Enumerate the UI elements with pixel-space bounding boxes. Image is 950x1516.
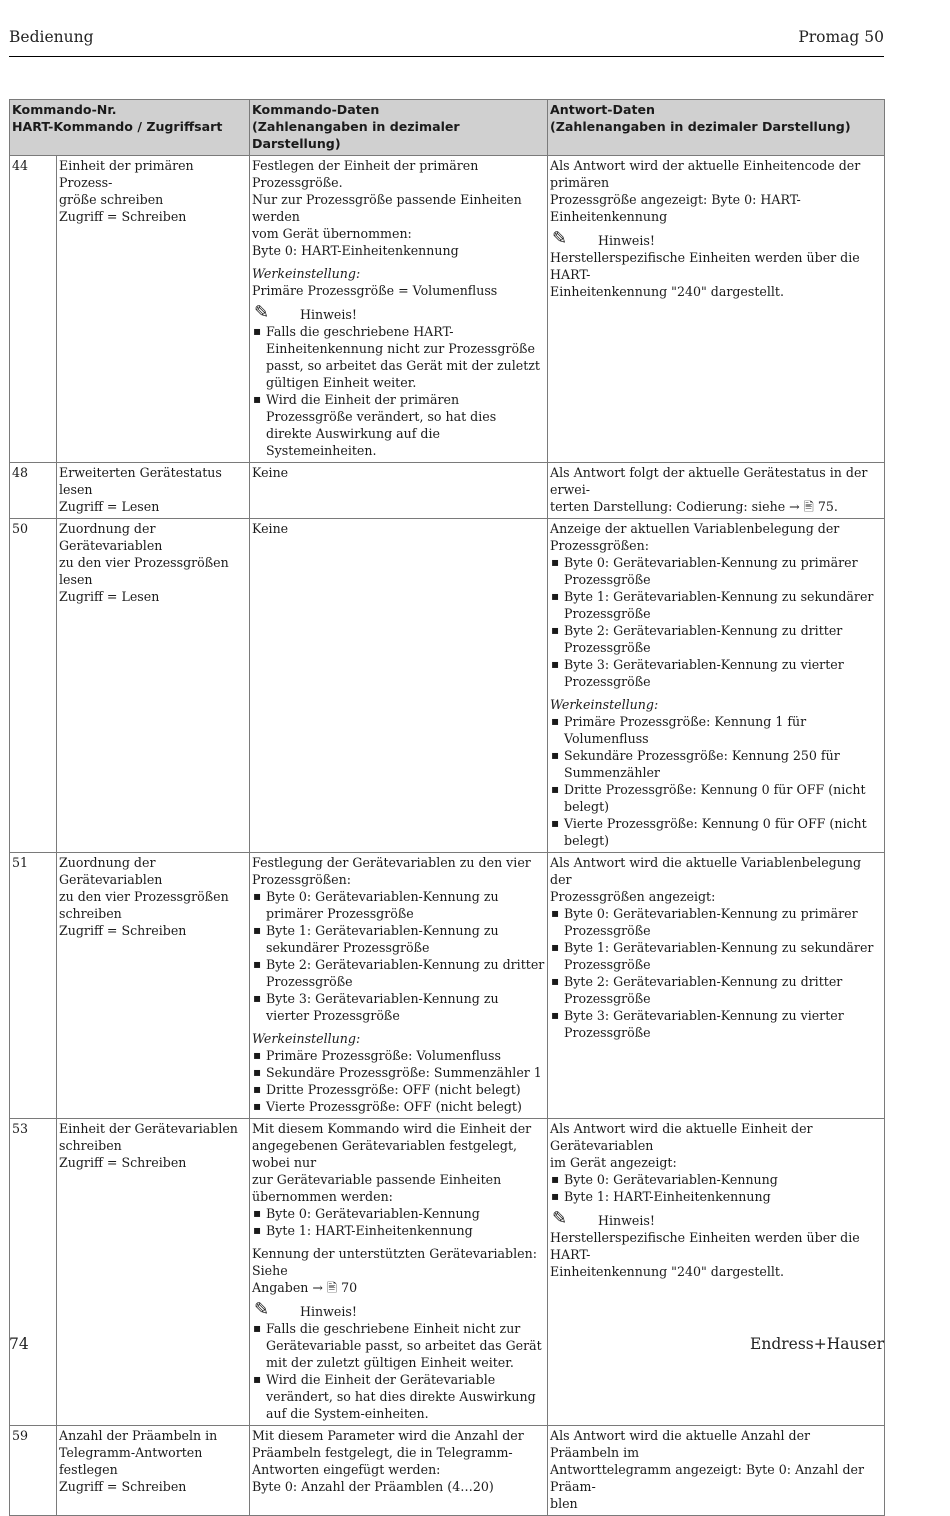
data-text: Präambeln festgelegt, die in Telegramm- <box>252 1445 513 1460</box>
data-text: Prozessgrößen: <box>252 872 351 887</box>
command-description <box>57 519 250 853</box>
list-item: ▪ Falls die geschriebene HART-Einheitenkennung nicht zur Prozessgröße passt, so arbeitet das Gerät mit der zuletzt gültigen Einheit weiter. <box>252 323 545 391</box>
list-item: ▪ Byte 1: Gerätevariablen-Kennung zu sekundärer Prozessgröße <box>550 588 882 622</box>
list-item: ▪ Vierte Prozessgröße: OFF (nicht belegt) <box>252 1098 545 1115</box>
command-text: Einheit der primären Prozess- <box>59 158 194 190</box>
data-text: Mit diesem Parameter wird die Anzahl der <box>252 1428 524 1443</box>
command-text: festlegen <box>59 1462 118 1477</box>
note-label: Hinweis! <box>598 233 655 248</box>
answer-data <box>548 1426 885 1516</box>
list-item: ▪ Byte 0: Gerätevariablen-Kennung zu primärer Prozessgröße <box>550 554 882 588</box>
data-text: Byte 0: HART-Einheitenkennung <box>252 243 459 258</box>
byte-list <box>550 554 882 690</box>
column-header-text: Kommando-Daten <box>252 102 380 117</box>
answer-data <box>548 463 885 519</box>
table-row <box>10 156 885 463</box>
answer-text: Als Antwort wird die aktuelle Variablenbelegung der <box>550 855 862 887</box>
note-label: Hinweis! <box>598 1213 655 1228</box>
command-description <box>57 1426 250 1516</box>
column-header-text: (Zahlenangaben in dezimaler Darstellung) <box>252 119 460 151</box>
note-block <box>252 302 545 323</box>
list-item: ▪ Dritte Prozessgröße: OFF (nicht belegt) <box>252 1081 545 1098</box>
note-block <box>550 1208 882 1229</box>
command-text: Einheit der Gerätevariablen <box>59 1121 238 1136</box>
column-header-command <box>10 100 250 156</box>
data-text: Mit diesem Kommando wird die Einheit der <box>252 1121 532 1136</box>
answer-text: Als Antwort folgt der aktuelle Gerätestatus in der erwei- <box>550 465 868 497</box>
command-text: Zuordnung der Gerätevariablen <box>59 855 163 887</box>
list-item: ▪ Primäre Prozessgröße: Volumenfluss <box>252 1047 545 1064</box>
data-text: vom Gerät übernommen: <box>252 226 412 241</box>
list-item: ▪ Vierte Prozessgröße: Kennung 0 für OFF (nicht belegt) <box>550 815 882 849</box>
table-row <box>10 519 885 853</box>
command-text: Zuordnung der Gerätevariablen <box>59 521 163 553</box>
pencil-note-icon: ✎ <box>254 1299 270 1320</box>
command-description <box>57 853 250 1119</box>
page-number: 74 <box>9 1335 29 1353</box>
command-data <box>250 1119 548 1426</box>
byte-list <box>252 1205 545 1239</box>
answer-text: Antworttelegramm angezeigt: Byte 0: Anzahl der Präam- <box>550 1462 864 1494</box>
data-text: Antworten eingefügt werden: <box>252 1462 441 1477</box>
list-item: ▪ Byte 1: HART-Einheitenkennung <box>550 1188 882 1205</box>
list-item: ▪ Byte 1: Gerätevariablen-Kennung zu sekundärer Prozessgröße <box>252 922 545 956</box>
page-reference-link[interactable]: Angaben → 🖹 70 <box>252 1280 358 1295</box>
table-row <box>10 1119 885 1426</box>
data-text: Nur zur Prozessgröße passende Einheiten werden <box>252 192 522 224</box>
answer-text: Als Antwort wird der aktuelle Einheitencode der primären <box>550 158 861 190</box>
column-header-text: Kommando-Nr. <box>12 102 117 117</box>
answer-text: Prozessgrößen: <box>550 538 649 553</box>
command-text: Anzahl der Präambeln in <box>59 1428 218 1443</box>
answer-data <box>548 1119 885 1426</box>
pencil-note-icon: ✎ <box>552 228 568 249</box>
data-text: übernommen werden: <box>252 1189 393 1204</box>
command-number: 50 <box>10 519 57 853</box>
data-text: Keine <box>252 465 289 480</box>
factory-setting-value: Primäre Prozessgröße = Volumenfluss <box>252 283 498 298</box>
command-text: schreiben <box>59 906 122 921</box>
factory-setting-label: Werkeinstellung: <box>550 697 659 712</box>
list-item: ▪ Byte 0: Gerätevariablen-Kennung zu primärer Prozessgröße <box>252 888 545 922</box>
byte-list <box>252 888 545 1024</box>
column-header-command-data <box>250 100 548 156</box>
header-product-name: Promag 50 <box>798 28 884 46</box>
command-access: Zugriff = Schreiben <box>59 1155 187 1170</box>
page-header <box>9 28 884 57</box>
header-section-title: Bedienung <box>9 28 94 46</box>
answer-data <box>548 853 885 1119</box>
command-text: größe schreiben <box>59 192 164 207</box>
table-header-row <box>10 100 885 156</box>
list-item: ▪ Byte 1: Gerätevariablen-Kennung zu sekundärer Prozessgröße <box>550 939 882 973</box>
answer-text: Prozessgrößen angezeigt: <box>550 889 716 904</box>
list-item: ▪ Byte 0: Gerätevariablen-Kennung <box>550 1171 882 1188</box>
answer-text: Einheitenkennung "240" dargestellt. <box>550 284 784 299</box>
table-row <box>10 463 885 519</box>
command-data <box>250 1426 548 1516</box>
data-text: Festlegen der Einheit der primären Prozessgröße. <box>252 158 479 190</box>
command-text: schreiben <box>59 1138 122 1153</box>
factory-setting-label: Werkeinstellung: <box>252 266 361 281</box>
column-header-text: HART-Kommando / Zugriffsart <box>12 119 223 134</box>
byte-list <box>550 1171 882 1205</box>
answer-text: Anzeige der aktuellen Variablenbelegung der <box>550 521 840 536</box>
list-item: ▪ Sekundäre Prozessgröße: Summenzähler 1 <box>252 1064 545 1081</box>
answer-text: Herstellerspezifische Einheiten werden über die HART- <box>550 1230 860 1262</box>
factory-setting-label: Werkeinstellung: <box>252 1031 361 1046</box>
page-reference-link[interactable]: terten Darstellung: Codierung: siehe → 🖹 75. <box>550 499 838 514</box>
command-access: Zugriff = Schreiben <box>59 1479 187 1494</box>
command-text: Telegramm-Antworten <box>59 1445 203 1460</box>
byte-list <box>550 905 882 1041</box>
command-access: Zugriff = Lesen <box>59 589 160 604</box>
list-item: ▪ Falls die geschriebene Einheit nicht zur Gerätevariable passt, so arbeitet das Gerät mit der zuletzt gültigen Einheit weiter. <box>252 1320 545 1371</box>
command-text: zu den vier Prozessgrößen lesen <box>59 555 229 587</box>
command-number: 48 <box>10 463 57 519</box>
list-item: ▪ Byte 0: Gerätevariablen-Kennung zu primärer Prozessgröße <box>550 905 882 939</box>
factory-setting-list <box>252 1047 545 1115</box>
note-block <box>252 1299 545 1320</box>
column-header-text: Antwort-Daten <box>550 102 655 117</box>
hart-command-table <box>9 99 885 1516</box>
command-text: Erweiterten Gerätestatus lesen <box>59 465 222 497</box>
list-item: ▪ Wird die Einheit der Gerätevariable verändert, so hat dies direkte Auswirkung auf die System-einheiten. <box>252 1371 545 1422</box>
command-data <box>250 156 548 463</box>
pencil-note-icon: ✎ <box>552 1208 568 1229</box>
data-text: zur Gerätevariable passende Einheiten <box>252 1172 502 1187</box>
note-list <box>252 1320 545 1422</box>
data-text: Kennung der unterstützten Gerätevariablen: Siehe <box>252 1246 537 1278</box>
list-item: ▪ Byte 0: Gerätevariablen-Kennung <box>252 1205 545 1222</box>
command-description <box>57 463 250 519</box>
list-item: ▪ Byte 3: Gerätevariablen-Kennung zu vierter Prozessgröße <box>550 656 882 690</box>
answer-text: Einheitenkennung "240" dargestellt. <box>550 1264 784 1279</box>
factory-setting-list <box>550 713 882 849</box>
column-header-text: (Zahlenangaben in dezimaler Darstellung) <box>550 119 851 134</box>
note-label: Hinweis! <box>300 1304 357 1319</box>
list-item: ▪ Primäre Prozessgröße: Kennung 1 für Volumenfluss <box>550 713 882 747</box>
command-number: 53 <box>10 1119 57 1426</box>
list-item: ▪ Wird die Einheit der primären Prozessgröße verändert, so hat dies direkte Auswirkung auf die Systemeinheiten. <box>252 391 545 459</box>
answer-text: im Gerät angezeigt: <box>550 1155 677 1170</box>
command-description <box>57 156 250 463</box>
table-row <box>10 1426 885 1516</box>
command-text: zu den vier Prozessgrößen <box>59 889 229 904</box>
data-text: Byte 0: Anzahl der Präamblen (4…20) <box>252 1479 494 1494</box>
command-data <box>250 519 548 853</box>
answer-text: Herstellerspezifische Einheiten werden über die HART- <box>550 250 860 282</box>
list-item: ▪ Byte 2: Gerätevariablen-Kennung zu dritter Prozessgröße <box>550 622 882 656</box>
list-item: ▪ Byte 2: Gerätevariablen-Kennung zu dritter Prozessgröße <box>252 956 545 990</box>
command-description <box>57 1119 250 1426</box>
list-item: ▪ Byte 3: Gerätevariablen-Kennung zu vierter Prozessgröße <box>252 990 545 1024</box>
command-data <box>250 853 548 1119</box>
command-access: Zugriff = Schreiben <box>59 209 187 224</box>
column-header-answer-data <box>548 100 885 156</box>
note-block <box>550 228 882 249</box>
list-item: ▪ Byte 1: HART-Einheitenkennung <box>252 1222 545 1239</box>
footer-brand: Endress+Hauser <box>750 1335 884 1353</box>
data-text: Festlegung der Gerätevariablen zu den vier <box>252 855 531 870</box>
list-item: ▪ Byte 2: Gerätevariablen-Kennung zu dritter Prozessgröße <box>550 973 882 1007</box>
command-number: 51 <box>10 853 57 1119</box>
command-data <box>250 463 548 519</box>
note-label: Hinweis! <box>300 307 357 322</box>
answer-data <box>548 519 885 853</box>
list-item: ▪ Dritte Prozessgröße: Kennung 0 für OFF (nicht belegt) <box>550 781 882 815</box>
data-text: angegebenen Gerätevariablen festgelegt, wobei nur <box>252 1138 518 1170</box>
command-number: 44 <box>10 156 57 463</box>
note-list <box>252 323 545 459</box>
command-access: Zugriff = Schreiben <box>59 923 187 938</box>
pencil-note-icon: ✎ <box>254 302 270 323</box>
list-item: ▪ Sekundäre Prozessgröße: Kennung 250 für Summenzähler <box>550 747 882 781</box>
table-row <box>10 853 885 1119</box>
command-number: 59 <box>10 1426 57 1516</box>
answer-text: blen <box>550 1496 578 1511</box>
answer-data <box>548 156 885 463</box>
answer-text: Als Antwort wird die aktuelle Einheit der Gerätevariablen <box>550 1121 813 1153</box>
answer-text: Prozessgröße angezeigt: Byte 0: HART-Einheitenkennung <box>550 192 801 224</box>
list-item: ▪ Byte 3: Gerätevariablen-Kennung zu vierter Prozessgröße <box>550 1007 882 1041</box>
data-text: Keine <box>252 521 289 536</box>
answer-text: Als Antwort wird die aktuelle Anzahl der Präambeln im <box>550 1428 811 1460</box>
command-access: Zugriff = Lesen <box>59 499 160 514</box>
